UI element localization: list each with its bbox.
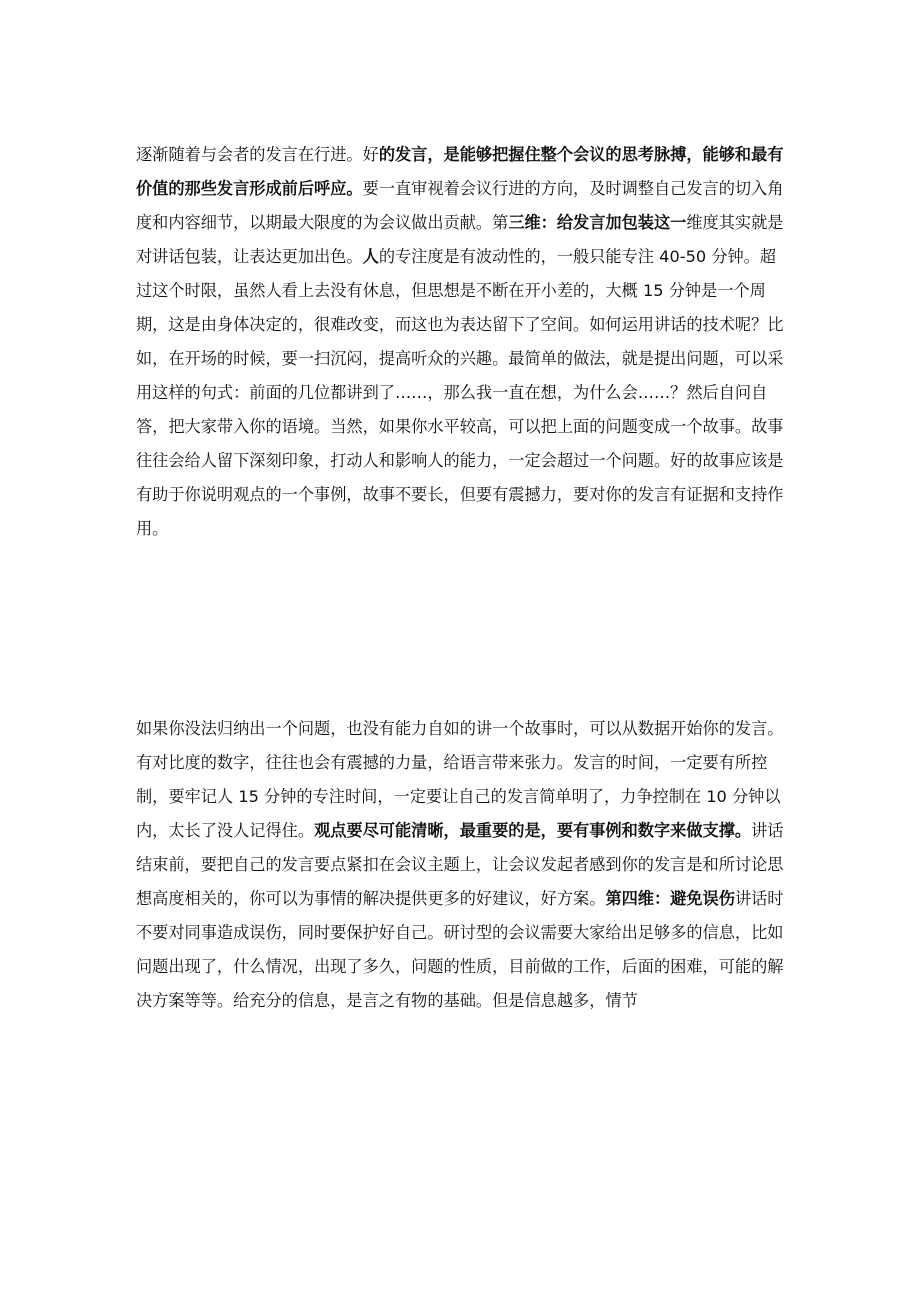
para2-heading-fourth-dimension: 第四维：避免误伤: [605, 889, 735, 908]
para1-heading-third-dimension: 三维：给发言加包装这一: [508, 213, 687, 232]
para1-bold-ren: 人: [362, 247, 379, 266]
para2-sentence-5: 讲话时不要对同事造成误伤，同时要保护好自己。研讨型的会议需要大家给出足够多的信息，比如问题出现了，什么情况，出现了多久，问题的性质，目前做的工作，后面的困难，可能的解决方案等等。给充分的信息，是言之有物的基础。但是信息越多，情节: [136, 889, 784, 1010]
para1-sentence-7: 的专注度是有波动性的，一般只能专注 40-50 分钟。超过这个时限，虽然人看上去没有休息，但思想是不断在开小差的，大概 15 分钟是一个周期，这是由身体决定的，很难改变，而这也为表达留下了空间。如何运用讲话的技术呢？比如，在开场的时候，要一扫沉闷，提高听众的兴趣。最简单的做法，就是提出问题，可以采用这样的句式：前面的几位都讲到了……，那么我一直在想，为什么会……？然后自问自答，把大家带入你的语境。当然，如果你水平较高，可以把上面的问题变成一个故事。故事往往会给人留下深刻印象，打动人和影响人的能力，一定会超过一个问题。好的故事应该是有助于你说明观点的一个事例，故事不要长，但要有震撼力，要对你的发言有证据和支持作用。: [136, 247, 784, 538]
para2-sentence-1: 如果你没法归纳出一个问题，也没有能力自如的讲一个故事时，可以从数据开始你的发言。有对比度的数字，往往也会有震撼的力量，给语言带来张力。发言的时间，一定要有所控制，要牢记人 15 分钟的专注时间，一定要让自己的发言简单明了，力争控制在 10 分钟以内，太长了没人记得住。: [136, 719, 784, 840]
para2-sentence-3: 讲话结束前，要把自己的发言要点紧扣在会议主题上，让会议发起者感到你的发言是和所讨论思想高度相关的，你可以为事情的解决提供更多的好建议，好方案。: [136, 821, 784, 908]
para1-sentence-3: 要一直审视着会议行进的方向，及时调整自己发言的切入角度和内容细节，以期最大限度的为会议做出贡献。第: [136, 179, 784, 232]
para1-sentence-1: 逐渐随着与会者的发言在行进。好: [136, 145, 379, 164]
para1-bold-good-speech: 的发言，是能够把握住整个会议的思考脉搏，能够和最有价值的那些发言形成前后呼应。: [136, 145, 784, 198]
para1-sentence-5: 维度其实就是对讲话包装，让表达更加出色。: [136, 213, 784, 266]
paragraph-1: [136, 138, 788, 546]
para2-bold-clear-viewpoint: 观点要尽可能清晰，最重要的是，要有事例和数字来做支撑。: [314, 821, 752, 840]
paragraph-2: [136, 712, 788, 1018]
